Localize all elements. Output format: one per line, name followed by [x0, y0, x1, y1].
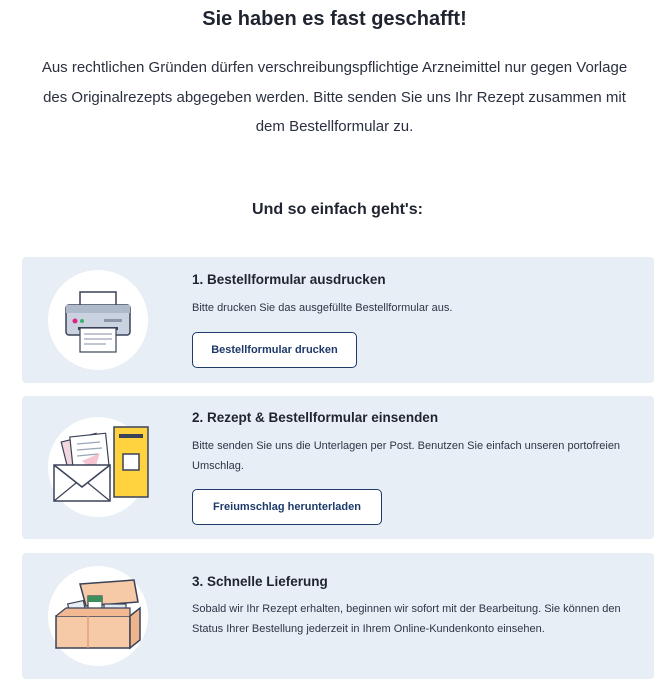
page-title: Sie haben es fast geschafft!: [202, 8, 467, 30]
step-text-send: Bitte senden Sie uns die Unterlagen per Post. Benutzen Sie einfach unseren portofreien Umschlag.: [192, 440, 621, 472]
steps-heading: Und so einfach geht's:: [252, 201, 423, 218]
step-title-delivery: 3. Schnelle Lieferung: [192, 574, 328, 589]
step-title-print: 1. Bestellformular ausdrucken: [192, 272, 386, 287]
step-card-print: [22, 257, 654, 383]
step-card-send: [22, 396, 654, 539]
step-text-delivery: Sobald wir Ihr Rezept erhalten, beginnen wir sofort mit der Bearbeitung. Sie können den Status Ihrer Bestellung jederzeit in Ihrem Online-Kundenkonto einsehen.: [192, 603, 621, 635]
intro-text: Aus rechtlichen Gründen dürfen verschreibungspflichtige Arzneimittel nur gegen Vorlage des Originalrezepts abgegeben werden. Bitte senden Sie uns Ihr Rezept zusammen mit dem Bestellformular zu.: [41, 59, 628, 135]
step-text-print: Bitte drucken Sie das ausgefüllte Bestellformular aus.: [192, 302, 453, 314]
envelope-mailbox-icon: [48, 417, 148, 517]
printer-icon: [48, 270, 148, 370]
print-form-button[interactable]: Bestellformular drucken: [192, 332, 357, 368]
download-envelope-button[interactable]: Freiumschlag herunterladen: [192, 489, 382, 525]
package-box-icon: [48, 566, 148, 666]
step-title-send: 2. Rezept & Bestellformular einsenden: [192, 410, 439, 425]
step-card-delivery: [22, 553, 654, 679]
